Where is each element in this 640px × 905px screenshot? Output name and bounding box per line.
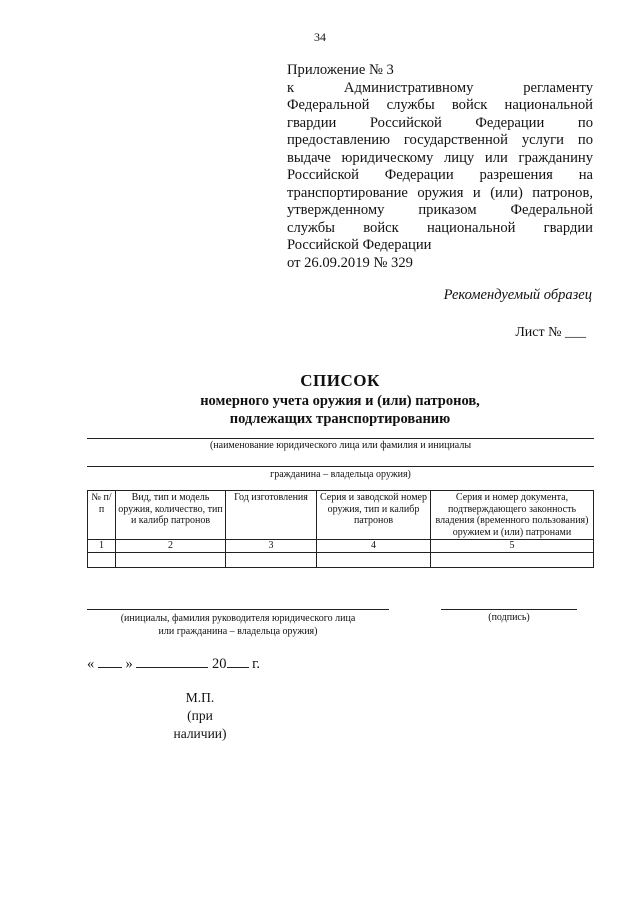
appendix-line: транспортирование оружия и (или) патронов, (287, 184, 593, 201)
appendix-line: Российской Федерации разрешения на (287, 167, 593, 183)
appendix-line: утвержденному приказом Федеральной (287, 202, 593, 218)
date-century: 20 (212, 656, 227, 672)
page-number: 34 (314, 30, 326, 44)
table-cell (317, 553, 431, 568)
appendix-line: службы войск национальной гвардии (287, 219, 593, 236)
appendix-line: выдаче юридическому лицу или гражданину (287, 149, 593, 166)
owner-name-line-1 (87, 438, 594, 439)
day-blank (98, 655, 122, 668)
appendix-line: гвардии Российской Федерации по (287, 114, 593, 131)
document-title (140, 370, 540, 428)
appendix-line: к Административному регламенту (287, 79, 593, 96)
date-open-quote: « (87, 656, 95, 672)
column-number: 4 (317, 540, 431, 553)
appendix-title: Приложение № 3 (287, 62, 394, 78)
weapons-table (87, 490, 594, 568)
signatory-name-line (87, 609, 389, 610)
title-line-1: номерного учета оружия и (или) патронов, (200, 393, 480, 409)
appendix-line: Федеральной службы войск национальной (287, 97, 593, 113)
table-cell (431, 553, 594, 568)
appendix-date-line: от 26.09.2019 № 329 (287, 254, 413, 271)
header-year: Год изготовления (226, 491, 317, 540)
recommended-sample-label: Рекомендуемый образец (443, 287, 592, 303)
appendix-line: предоставлению государственной услуги по (287, 132, 593, 148)
column-number-row (88, 540, 594, 553)
header-serial: Серия и заводской номер оружия, тип и калибр патронов (317, 491, 431, 540)
stamp-label: М.П. (185, 690, 215, 705)
year-blank (227, 655, 249, 668)
month-blank (136, 655, 208, 668)
table-cell (226, 553, 317, 568)
title-line-2: подлежащих транспортированию (229, 411, 451, 427)
title-main: СПИСОК (300, 371, 380, 390)
column-number: 3 (226, 540, 317, 553)
owner-caption-1: (наименование юридического лица или фамилия и инициалы (209, 440, 472, 451)
signature-caption: (подпись) (488, 612, 530, 623)
table-cell (88, 553, 116, 568)
column-number: 2 (116, 540, 226, 553)
signatory-caption-1: (инициалы, фамилия руководителя юридического лица (120, 613, 356, 624)
column-number: 1 (88, 540, 116, 553)
signatory-caption (87, 612, 389, 638)
stamp-placeholder (160, 689, 240, 743)
date-line (87, 655, 260, 673)
signature-line (441, 609, 577, 610)
sheet-number-label: Лист № ___ (515, 325, 586, 340)
owner-caption-2: гражданина – владельца оружия) (270, 469, 411, 480)
table-row (88, 553, 594, 568)
signatory-caption-2: или гражданина – владельца оружия) (158, 626, 318, 637)
table-header-row (88, 491, 594, 540)
column-number: 5 (431, 540, 594, 553)
table-cell (116, 553, 226, 568)
appendix-line: Российской Федерации (287, 237, 432, 253)
date-year-suffix: г. (252, 656, 261, 672)
owner-name-line-2 (87, 466, 594, 467)
stamp-note: (при наличии) (173, 708, 227, 741)
header-number: № п/п (88, 491, 116, 540)
appendix-header (287, 62, 593, 272)
header-document: Серия и номер документа, подтверждающего законность владения (временного пользования) оружием и (или) патронами (431, 491, 594, 540)
date-close-quote: » (125, 656, 133, 672)
header-weapon-type: Вид, тип и модель оружия, количество, тип и калибр патронов (116, 491, 226, 540)
